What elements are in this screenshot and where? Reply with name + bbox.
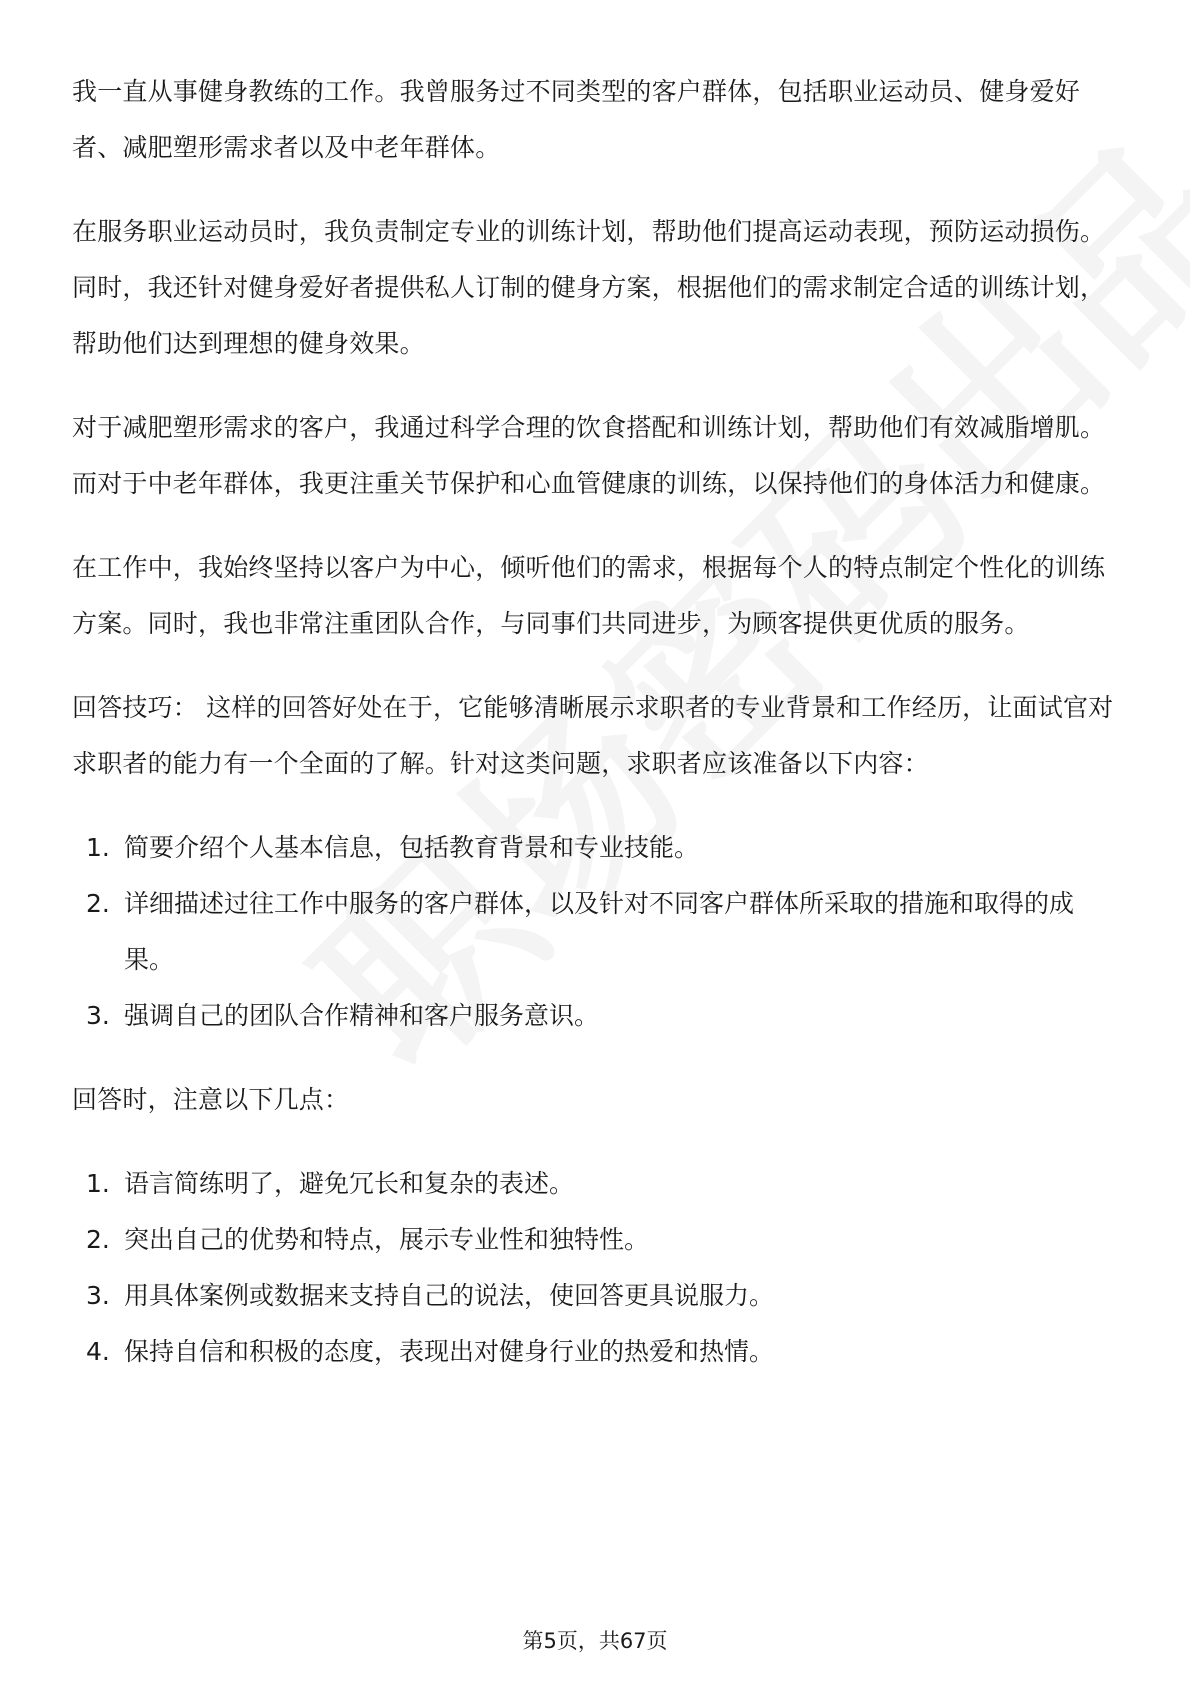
- preparation-list: [72, 820, 1120, 1044]
- list-item-text: 用具体案例或数据来支持自己的说法，使回答更具说服力。: [124, 1281, 775, 1310]
- list-item-number: 2.: [86, 889, 110, 918]
- paragraph-work-attitude: 在工作中，我始终坚持以客户为中心，倾听他们的需求，根据每个人的特点制定个性化的训练方案。同时，我也非常注重团队合作，与同事们共同进步，为顾客提供更优质的服务。: [72, 553, 1106, 638]
- paragraph-athletes: 在服务职业运动员时，我负责制定专业的训练计划，帮助他们提高运动表现，预防运动损伤。同时，我还针对健身爱好者提供私人订制的健身方案，根据他们的需求制定合适的训练计划，帮助他们达到理想的健身效果。: [72, 217, 1106, 358]
- list-item: [72, 1268, 1120, 1324]
- list-item-text: 简要介绍个人基本信息，包括教育背景和专业技能。: [124, 833, 700, 862]
- list-item-text: 详细描述过往工作中服务的客户群体，以及针对不同客户群体所采取的措施和取得的成果。: [124, 889, 1075, 974]
- paragraph-weight-loss: 对于减肥塑形需求的客户，我通过科学合理的饮食搭配和训练计划，帮助他们有效减脂增肌。而对于中老年群体，我更注重关节保护和心血管健康的训练，以保持他们的身体活力和健康。: [72, 413, 1106, 498]
- list-item-text: 强调自己的团队合作精神和客户服务意识。: [124, 1001, 600, 1030]
- cutoff-line-container: [72, 18, 1120, 48]
- list-item-text: 突出自己的优势和特点，展示专业性和独特性。: [124, 1225, 650, 1254]
- list-item: [72, 1324, 1120, 1380]
- document-body: [72, 18, 1120, 1408]
- list-item: [72, 1156, 1120, 1212]
- tips-heading: 回答时，注意以下几点：: [72, 1085, 350, 1114]
- list-item-number: 2.: [86, 1225, 110, 1254]
- list-item-text: 保持自信和积极的态度，表现出对健身行业的热爱和热情。: [124, 1337, 775, 1366]
- list-item-number: 1.: [86, 1169, 110, 1198]
- paragraph-experience-intro: 我一直从事健身教练的工作。我曾服务过不同类型的客户群体，包括职业运动员、健身爱好者、减肥塑形需求者以及中老年群体。: [72, 77, 1081, 162]
- list-item-number: 3.: [86, 1281, 110, 1310]
- list-item-text: 语言简练明了，避免冗长和复杂的表述。: [124, 1169, 575, 1198]
- list-item: [72, 1212, 1120, 1268]
- list-item-number: 1.: [86, 833, 110, 862]
- list-item: [72, 988, 1120, 1044]
- list-item-number: 3.: [86, 1001, 110, 1030]
- list-item: [72, 876, 1120, 988]
- paragraph-answer-tips: 回答技巧： 这样的回答好处在于，它能够清晰展示求职者的专业背景和工作经历，让面试官对求职者的能力有一个全面的了解。针对这类问题，求职者应该准备以下内容：: [72, 693, 1114, 778]
- list-item: [72, 820, 1120, 876]
- list-item-number: 4.: [86, 1337, 110, 1366]
- tips-list: [72, 1156, 1120, 1380]
- page-number-footer: 第5页，共67页: [522, 1629, 668, 1653]
